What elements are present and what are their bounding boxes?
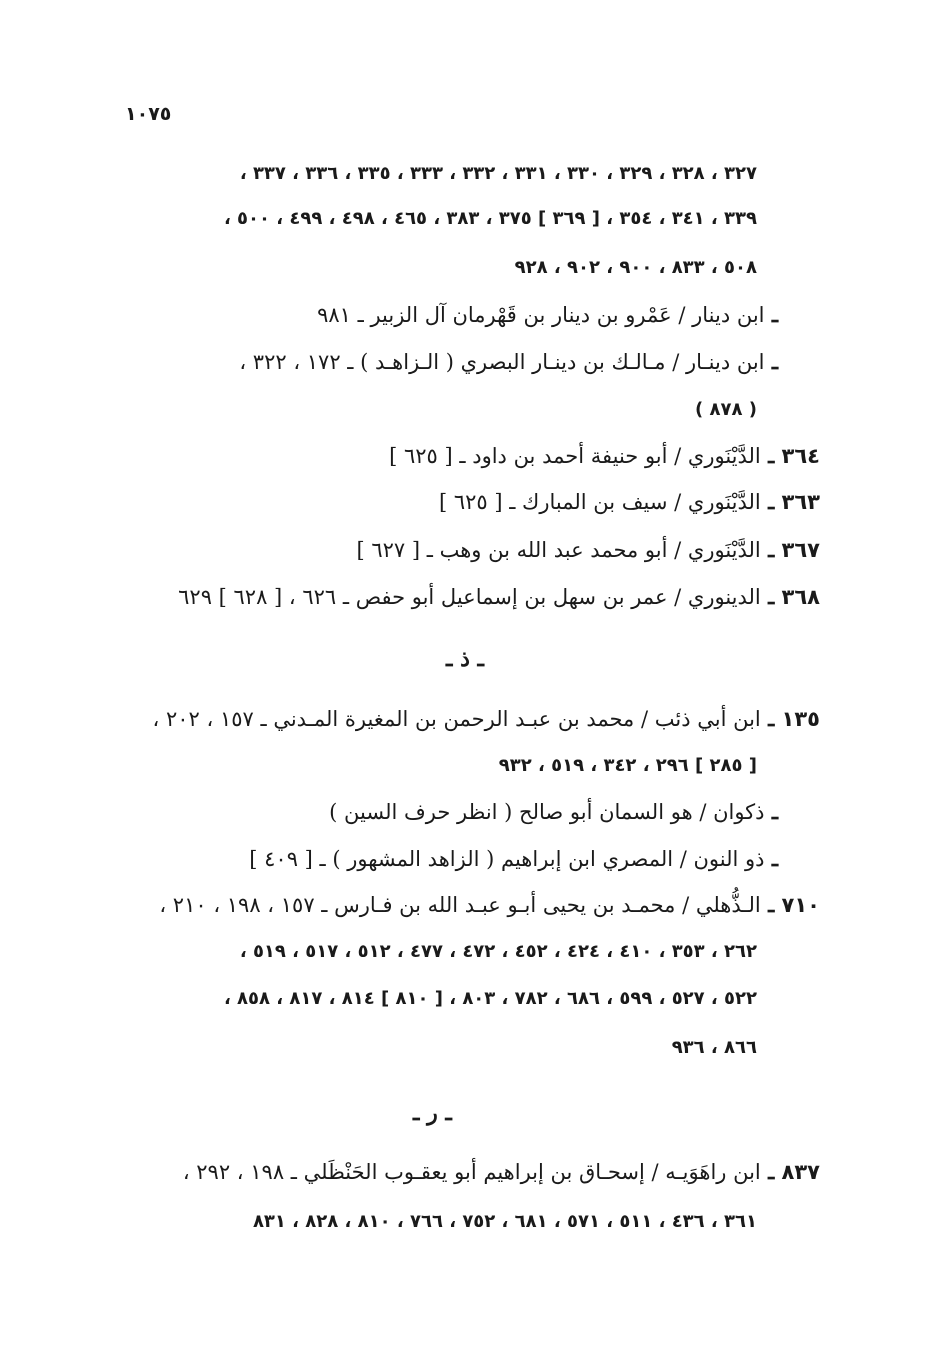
entry-dash: ـ bbox=[760, 584, 782, 609]
index-entry bbox=[153, 705, 820, 733]
entry-continuation: ٣٦١ ، ٤٣٦ ، ٥١١ ، ٥٧١ ، ٦٨١ ، ٧٥٢ ، ٧٦٦ ، ٨١٠ ، ٨٢٨ ، ٨٣١ bbox=[252, 1211, 757, 1232]
entry-text: الـذُّهلي / محمـد بن يحيى أبـو عبـد الله بن فـارس ـ ١٥٧ ، ١٩٨ ، ٢١٠ ، bbox=[159, 893, 761, 917]
entry-continuation: ( ٨٧٨ ) bbox=[695, 399, 757, 420]
entry-dash: ـ bbox=[760, 1159, 782, 1184]
continuation-line: ٢٦٢ ، ٣٥٣ ، ٤١٠ ، ٤٢٤ ، ٤٥٢ ، ٤٧٢ ، ٤٧٧ ، ٥١٢ ، ٥١٧ ، ٥١٩ ، bbox=[239, 941, 757, 962]
entry-number: ٨٣٧ bbox=[781, 1160, 820, 1184]
continuation-line: ٣٢٧ ، ٣٢٨ ، ٣٢٩ ، ٣٣٠ ، ٣٣١ ، ٣٣٢ ، ٣٣٣ ، ٣٣٥ ، ٣٣٦ ، ٣٣٧ ، bbox=[239, 163, 757, 184]
entry-number: ٧١٠ bbox=[781, 893, 820, 917]
entry-text: ابن أبي ذئب / محمد بن عبـد الرحمن بن المغيرة المـدني ـ ١٥٧ ، ٢٠٢ ، bbox=[152, 707, 761, 731]
entry-text: ذكوان / هو السمان أبو صالح ( انظر حرف السين ) bbox=[329, 800, 765, 824]
entry-number: ٣٦٣ bbox=[781, 490, 820, 514]
entry-dash: ـ bbox=[760, 443, 782, 468]
entry-text: الدَّيْنَوري / أبو حنيفة أحمد بن داود ـ [ ٦٢٥ ] bbox=[389, 444, 761, 468]
entry-text: الدَّيْنَوري / أبو محمد عبد الله بن وهب ـ [ ٦٢٧ ] bbox=[356, 538, 761, 562]
entry-dash: ـ bbox=[760, 706, 782, 731]
entry-continuation: [ ٢٨٥ ] ٢٩٦ ، ٣٤٢ ، ٥١٩ ، ٩٣٢ bbox=[498, 755, 757, 776]
entry-dash: ـ bbox=[764, 846, 778, 871]
page-number: ١٠٧٥ bbox=[125, 103, 172, 125]
index-entry bbox=[178, 583, 820, 611]
index-entry bbox=[159, 891, 820, 919]
section-heading-dhal: ـ ذ ـ bbox=[446, 646, 485, 672]
entry-text: ابن راهَوَيـه / إسحـاق بن إبراهيم أبو يعقـوب الحَنْظَلي ـ ١٩٨ ، ٢٩٢ ، bbox=[182, 1160, 761, 1184]
entry-number: ٣٦٨ bbox=[781, 585, 820, 609]
index-entry bbox=[249, 845, 778, 873]
continuation-line: ٥٢٢ ، ٥٢٧ ، ٥٩٩ ، ٦٨٦ ، ٧٨٢ ، ٨٠٣ ، [ ٨١٠ ] ٨١٤ ، ٨١٧ ، ٨٥٨ ، bbox=[223, 988, 757, 1009]
index-entry bbox=[239, 348, 778, 376]
entry-number: ٣٦٤ bbox=[781, 444, 820, 468]
entry-dash: ـ bbox=[764, 302, 778, 327]
entry-dash: ـ bbox=[764, 799, 778, 824]
entry-number: ١٣٥ bbox=[781, 707, 820, 731]
entry-dash: ـ bbox=[760, 489, 782, 514]
index-entry bbox=[357, 536, 821, 564]
entry-dash: ـ bbox=[760, 537, 782, 562]
entry-dash: ـ bbox=[760, 892, 782, 917]
index-entry bbox=[183, 1158, 820, 1186]
index-entry bbox=[317, 301, 778, 329]
entry-dash: ـ bbox=[764, 349, 778, 374]
section-heading-ra: ـ ر ـ bbox=[413, 1100, 452, 1126]
entry-text: ذو النون / المصري ابن إبراهيم ( الزاهد المشهور ) ـ [ ٤٠٩ ] bbox=[249, 847, 765, 871]
index-entry bbox=[329, 798, 778, 826]
entry-text: الدينوري / عمر بن سهل بن إسماعيل أبو حفص ـ ٦٢٦ ، [ ٦٢٨ ] ٦٢٩ bbox=[178, 585, 761, 609]
index-entry bbox=[439, 488, 820, 516]
entry-number: ٣٦٧ bbox=[781, 538, 820, 562]
entry-text: ابن دينـار / مـالـك بن دينـار البصري ( الـزاهـد ) ـ ١٧٢ ، ٣٢٢ ، bbox=[239, 350, 765, 374]
entry-text: الدَّيْنَوري / سيف بن المبارك ـ [ ٦٢٥ ] bbox=[438, 490, 761, 514]
index-entry bbox=[389, 442, 820, 470]
continuation-line: ٨٦٦ ، ٩٣٦ bbox=[671, 1037, 757, 1058]
continuation-line: ٣٣٩ ، ٣٤١ ، ٣٥٤ ، [ ٣٦٩ ] ٣٧٥ ، ٣٨٣ ، ٤٦٥ ، ٤٩٨ ، ٤٩٩ ، ٥٠٠ ، bbox=[223, 208, 757, 229]
entry-text: ابن دينار / عَمْرو بن دينار بن قَهْرمان آل الزبير ـ ٩٨١ bbox=[317, 303, 765, 327]
continuation-line: ٥٠٨ ، ٨٣٣ ، ٩٠٠ ، ٩٠٢ ، ٩٢٨ bbox=[514, 257, 757, 278]
